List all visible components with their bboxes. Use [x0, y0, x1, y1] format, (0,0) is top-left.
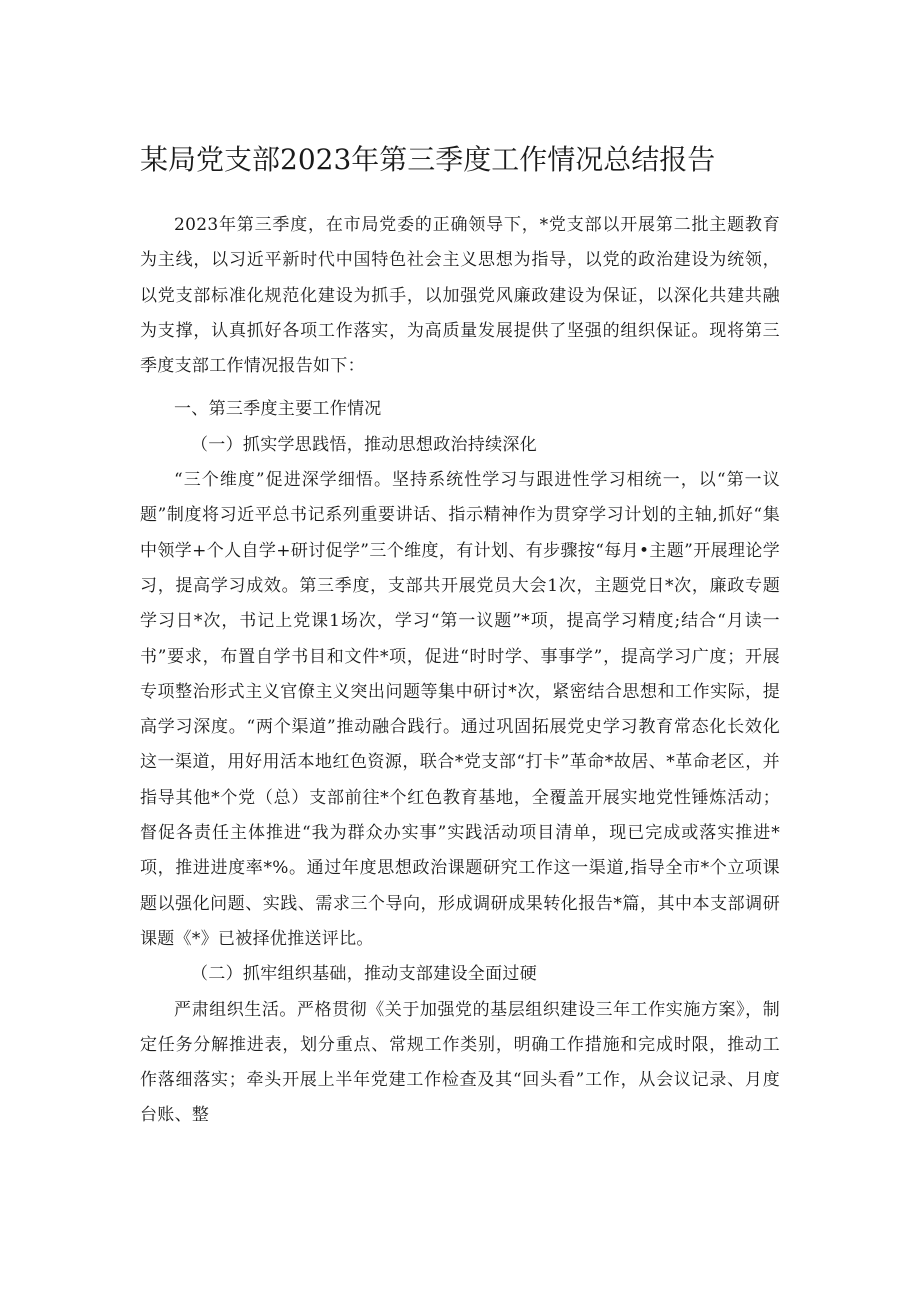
subsection-2-body: 严肃组织生活。严格贯彻《关于加强党的基层组织建设三年工作实施方案》，制定任务分解推进表，划分重点、常规工作类别，明确工作措施和完成时限，推动工作落细落实；牵头开展上半年党建工作检查及其“回头看”工作，从会议记录、月度台账、整: [140, 999, 780, 1126]
subsection-1-body: “三个维度”促进深学细悟。坚持系统性学习与跟进性学习相统一，以“第一议题”制度将习近平总书记系列重要讲话、指示精神作为贯穿学习计划的主轴,抓好“集中领学+个人自学+研讨促学”三个维度，有计划、有步骤按“每月•主题”开展理论学习，提高学习成效。第三季度，支部共开展党员大会1次，主题党日*次，廉政专题学习日*次，书记上党课1场次，学习“第一议题”*项，提高学习精度;结合“月读一书”要求，布置自学书目和文件*项，促进“时时学、事事学”，提高学习广度；开展专项整治形式主义官僚主义突出问题等集中研讨*次，紧密结合思想和工作实际，提高学习深度。“两个渠道”推动融合践行。通过巩固拓展党史学习教育常态化长效化这一渠道，用好用活本地红色资源，联合*党支部“打卡”革命*故居、*革命老区，并指导其他*个党（总）支部前往*个红色教育基地，全覆盖开展实地党性锤炼活动；督促各责任主体推进“我为群众办实事”实践活动项目清单，现已完成或落实推进*项，推进进度率*%。通过年度思想政治课题研究工作这一渠道,指导全市*个立项课题以强化问题、实践、需求三个导向，形成调研成果转化报告*篇，其中本支部调研课题《*》已被择优推送评比。: [140, 470, 780, 949]
subsection-heading-2: （二）抓牢组织基础，推动支部建设全面过硬: [191, 964, 537, 985]
section-heading-1: 一、第三季度主要工作情况: [174, 399, 382, 420]
intro-paragraph: 2023年第三季度，在市局党委的正确领导下，*党支部以开展第二批主题教育为主线，以习近平新时代中国特色社会主义思想为指导，以党的政治建设为统领，以党支部标准化规范化建设为抓手，以加强党风廉政建设为保证，以深化共建共融为支撑，认真抓好各项工作落实，为高质量发展提供了坚强的组织保证。现将第三季度支部工作情况报告如下：: [140, 215, 780, 377]
subsection-heading-1: （一）抓实学思践悟，推动思想政治持续深化: [191, 434, 537, 455]
document-title: 某局党支部2023年第三季度工作情况总结报告: [140, 143, 716, 176]
